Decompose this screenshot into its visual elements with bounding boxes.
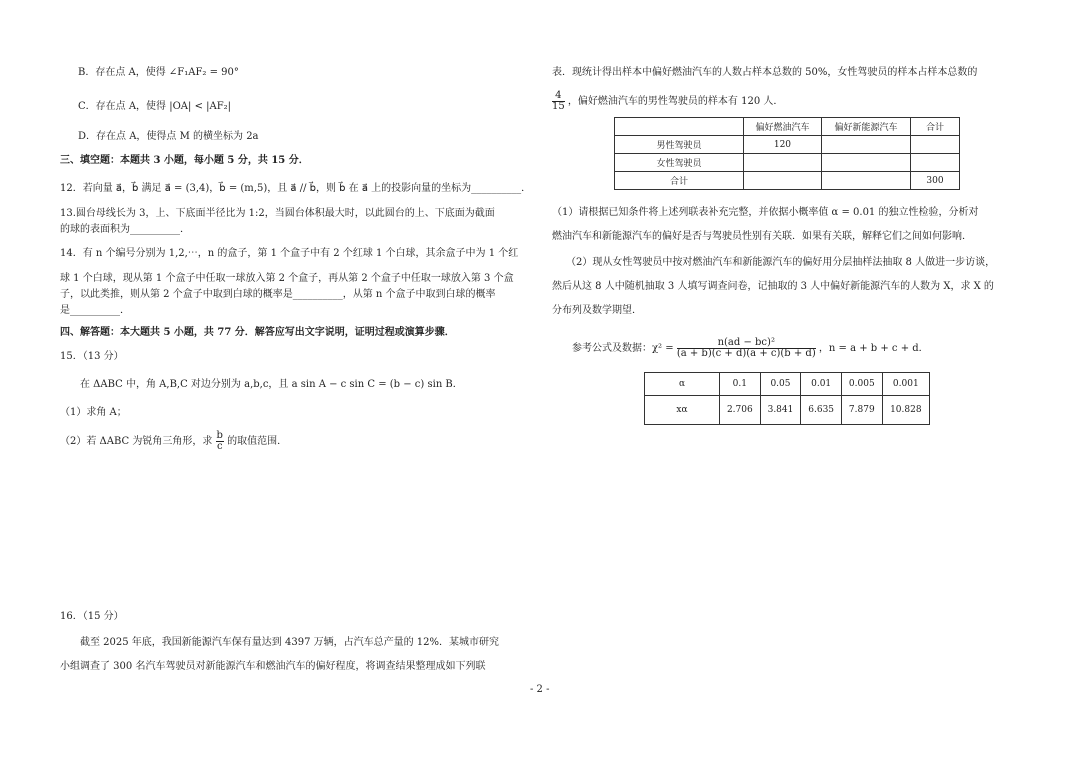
table-cell: xα xyxy=(645,396,720,425)
table-row xyxy=(615,154,960,172)
question-15-part2 xyxy=(60,428,287,456)
table-cell: 6.635 xyxy=(801,396,842,425)
table-cell xyxy=(911,154,960,172)
fraction-den: 15 xyxy=(552,101,565,112)
contingency-table xyxy=(614,117,960,190)
fraction-den: c xyxy=(216,441,223,452)
question-12: 12．若向量 a⃗，b⃗ 满足 a⃗ = (3,4)，b⃗ = (m,5)，且 a⃗ // b⃗，则 b⃗ 在 a⃗ 上的投影向量的坐标为__________． xyxy=(60,183,532,194)
table-cell xyxy=(744,154,822,172)
fraction-num: 4 xyxy=(552,91,565,102)
question-16-line1: 截至 2025 年底，我国新能源汽车保有量达到 4397 万辆，占汽车总产量的 12%．某城市研究 xyxy=(80,637,500,648)
table-cell xyxy=(821,154,910,172)
fraction-num: n(ad − bc)² xyxy=(677,338,816,349)
question-14-line3: 子，以此类推，则从第 2 个盒子中取到白球的概率是__________，从第 n 个盒子中取到白球的概率 xyxy=(60,289,496,300)
table-cell: 3.841 xyxy=(760,396,801,425)
chi-square-fraction xyxy=(677,338,816,359)
q16-part2-line1: （2）现从女性驾驶员中按对燃油汽车和新能源汽车的偏好用分层抽样法抽取 8 人做进一步访谈， xyxy=(566,257,996,268)
fraction-num: b xyxy=(216,430,223,441)
formula-pre: 参考公式及数据：χ² = xyxy=(572,343,674,354)
table-cell xyxy=(744,172,822,190)
table-row xyxy=(615,136,960,154)
table-row xyxy=(645,373,930,396)
option-b: B．存在点 A，使得 ∠F₁AF₂ = 90° xyxy=(78,67,239,78)
table-cell: α xyxy=(645,373,720,396)
table-cell: 120 xyxy=(744,136,822,154)
table-cell: 300 xyxy=(911,172,960,190)
fraction-4-over-15 xyxy=(552,91,565,112)
question-14-line4: 是__________． xyxy=(60,305,130,316)
fraction-den: (a + b)(c + d)(a + c)(b + d) xyxy=(676,348,816,359)
question-13-line2: 的球的表面积为__________． xyxy=(60,224,190,235)
question-15-part1: （1）求角 A； xyxy=(60,407,127,418)
question-16-line2: 小组调查了 300 名汽车驾驶员对新能源汽车和燃油汽车的偏好程度，将调查结果整理成如下列联 xyxy=(60,661,486,672)
table-cell: 偏好新能源汽车 xyxy=(821,118,910,136)
section-3-heading: 三、填空题：本题共 3 小题，每小题 5 分，共 15 分． xyxy=(60,155,309,166)
table-cell: 0.1 xyxy=(720,373,761,396)
question-15-part2-post: 的取值范围． xyxy=(227,436,288,447)
table-cell: 0.05 xyxy=(760,373,801,396)
table-cell: 女性驾驶员 xyxy=(615,154,744,172)
fraction-b-over-c xyxy=(216,431,224,452)
reference-formula xyxy=(572,334,929,364)
q16-continued-line1: 表．现统计得出样本中偏好燃油汽车的人数占样本总数的 50%，女性驾驶员的样本占样本总数的 xyxy=(552,67,978,78)
table-row xyxy=(615,118,960,136)
table-cell xyxy=(821,136,910,154)
q16-continued-line2-text: ，偏好燃油汽车的男性驾驶员的样本有 120 人． xyxy=(567,96,784,107)
table-cell: 0.005 xyxy=(841,373,882,396)
critical-value-table xyxy=(644,372,930,425)
table-cell: 合计 xyxy=(911,118,960,136)
table-cell: 合计 xyxy=(615,172,744,190)
option-d: D．存在点 A，使得点 M 的横坐标为 2a xyxy=(78,131,259,142)
q16-part2-line2: 然后从这 8 人中随机抽取 3 人填写调查问卷，记抽取的 3 人中偏好新能源汽车的人数为 X，求 X 的 xyxy=(552,281,994,292)
option-c: C．存在点 A，使得 |OA| < |AF₂| xyxy=(78,101,232,112)
q16-part1-line1: （1）请根据已知条件将上述列联表补充完整，并依据小概率值 α = 0.01 的独立性检验，分析对 xyxy=(552,207,979,218)
question-13-line1: 13.圆台母线长为 3，上、下底面半径比为 1:2，当圆台体积最大时，以此圆台的上、下底面为截面 xyxy=(60,208,495,219)
table-cell: 10.828 xyxy=(882,396,929,425)
q16-part2-line3: 分布列及数学期望． xyxy=(552,305,642,316)
table-cell: 0.01 xyxy=(801,373,842,396)
question-15-heading: 15．（13 分） xyxy=(60,351,124,362)
table-cell xyxy=(911,136,960,154)
table-cell: 2.706 xyxy=(720,396,761,425)
section-4-heading: 四、解答题：本大题共 5 小题，共 77 分．解答应写出文字说明，证明过程或演算步骤． xyxy=(60,327,455,338)
question-15-part2-pre: （2）若 ΔABC 为锐角三角形，求 xyxy=(60,436,213,447)
question-15-stem: 在 ΔABC 中，角 A,B,C 对边分别为 a,b,c，且 a sin A − c sin C = (b − c) sin B． xyxy=(80,379,463,390)
formula-post: ，n = a + b + c + d． xyxy=(818,343,929,354)
question-14-line1: 14．有 n 个编号分别为 1,2,⋯，n 的盒子，第 1 个盒子中有 2 个红球 1 个白球，其余盒子中为 1 个红 xyxy=(60,248,519,259)
table-cell: 7.879 xyxy=(841,396,882,425)
q16-continued-line2 xyxy=(552,88,783,116)
page-number: - 2 - xyxy=(530,684,550,695)
table-cell: 男性驾驶员 xyxy=(615,136,744,154)
question-14-line2: 球 1 个白球，现从第 1 个盒子中任取一球放入第 2 个盒子，再从第 2 个盒子中任取一球放入第 3 个盒 xyxy=(60,273,514,284)
table-cell: 0.001 xyxy=(882,373,929,396)
table-row xyxy=(615,172,960,190)
q16-part1-line2: 燃油汽车和新能源汽车的偏好是否与驾驶员性别有关联．如果有关联，解释它们之间如何影响． xyxy=(552,231,972,242)
question-16-heading: 16．（15 分） xyxy=(60,611,124,622)
table-cell: 偏好燃油汽车 xyxy=(744,118,822,136)
table-cell xyxy=(821,172,910,190)
table-cell xyxy=(615,118,744,136)
table-row xyxy=(645,396,930,425)
